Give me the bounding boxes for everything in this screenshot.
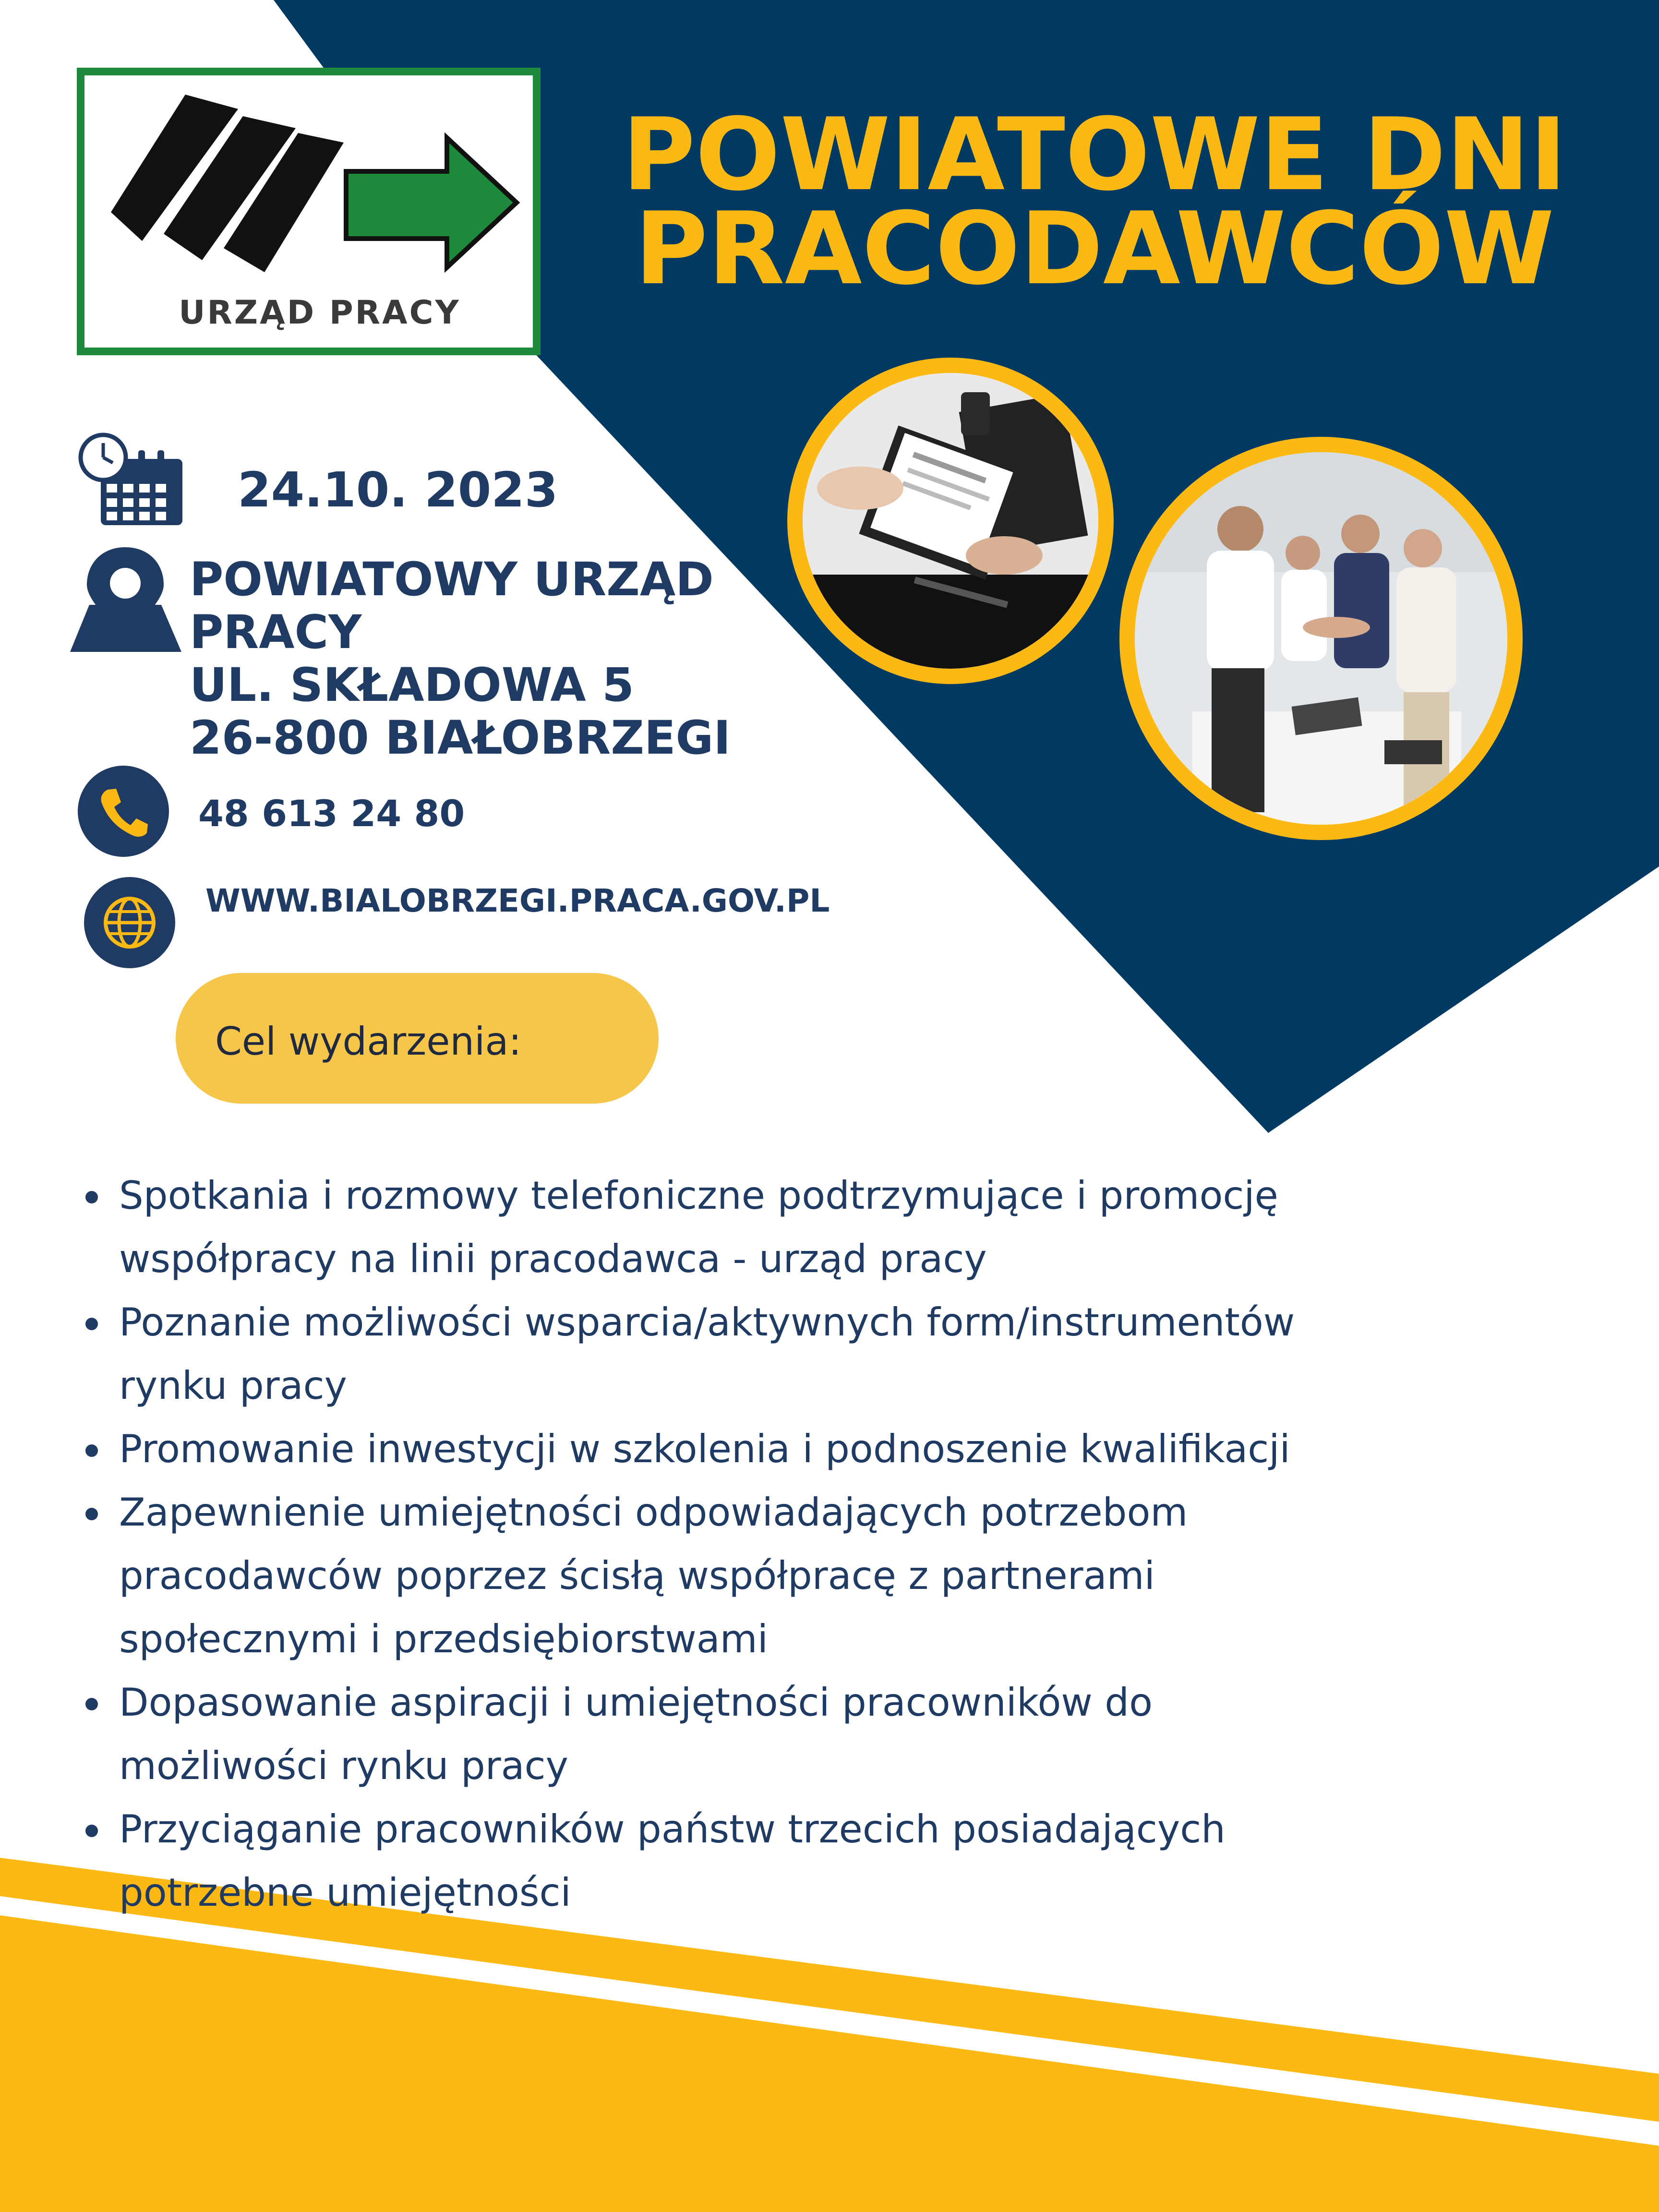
goal-line: możliwości rynku pracy [119,1743,568,1788]
goal-item [82,1671,1522,1798]
logo-text: URZĄD PRACY [179,294,461,332]
goals-heading-pill [176,973,659,1104]
goal-line: Zapewnienie umiejętności odpowiadających potrzebom [119,1490,1188,1535]
address [190,553,731,764]
photo-handshake-meeting [1119,437,1523,840]
goal-item [82,1798,1522,1924]
goal-item [82,1481,1522,1671]
address-line-4: 26-800 BIAŁOBRZEGI [190,711,731,765]
goals-list [82,1164,1522,1924]
goal-line: Przyciąganie pracowników państw trzecich posiadających [119,1807,1226,1851]
goal-item [82,1291,1522,1418]
goal-line: pracodawców poprzez ścisłą współpracę z partnerami [119,1553,1155,1598]
handshake-meeting-illustration [1135,452,1507,825]
goal-line: Spotkania i rozmowy telefoniczne podtrzymujące i promocję [119,1173,1278,1218]
location-pin-icon [70,547,181,652]
website-link[interactable]: WWW.BIALOBRZEGI.PRACA.GOV.PL [205,882,830,919]
goal-line: Poznanie możliwości wsparcia/aktywnych form/instrumentów [119,1300,1295,1345]
calendar-icon [77,431,185,527]
phone-icon [78,766,169,857]
photo-document-handover [787,358,1114,684]
address-line-2: PRACY [190,605,362,659]
goal-line: społecznymi i przedsiębiorstwami [119,1617,768,1661]
logo-green-arrow [346,138,517,267]
goal-item [82,1164,1522,1291]
address-line-3: UL. SKŁADOWA 5 [190,658,634,712]
event-date: 24.10. 2023 [238,462,558,518]
title-line-1: POWIATOWE DNI [622,97,1567,213]
goal-line: Promowanie inwestycji w szkolenia i podnoszenie kwalifikacji [119,1427,1290,1471]
title-line-2: PRACODAWCÓW [635,191,1554,307]
address-line-1: POWIATOWY URZĄD [190,553,714,606]
urzad-pracy-logo [77,68,541,355]
goal-line: potrzebne umiejętności [119,1870,571,1915]
goal-line: rynku pracy [119,1363,347,1408]
event-title [566,97,1623,307]
goal-item [82,1418,1522,1481]
goals-heading: Cel wydarzenia: [215,1019,522,1064]
phone-number: 48 613 24 80 [198,792,465,835]
goal-line: współpracy na linii pracodawca - urząd pracy [119,1237,987,1281]
document-handover-illustration [803,373,1098,669]
goal-line: Dopasowanie aspiracji i umiejętności pracowników do [119,1680,1153,1725]
globe-icon [84,877,175,968]
